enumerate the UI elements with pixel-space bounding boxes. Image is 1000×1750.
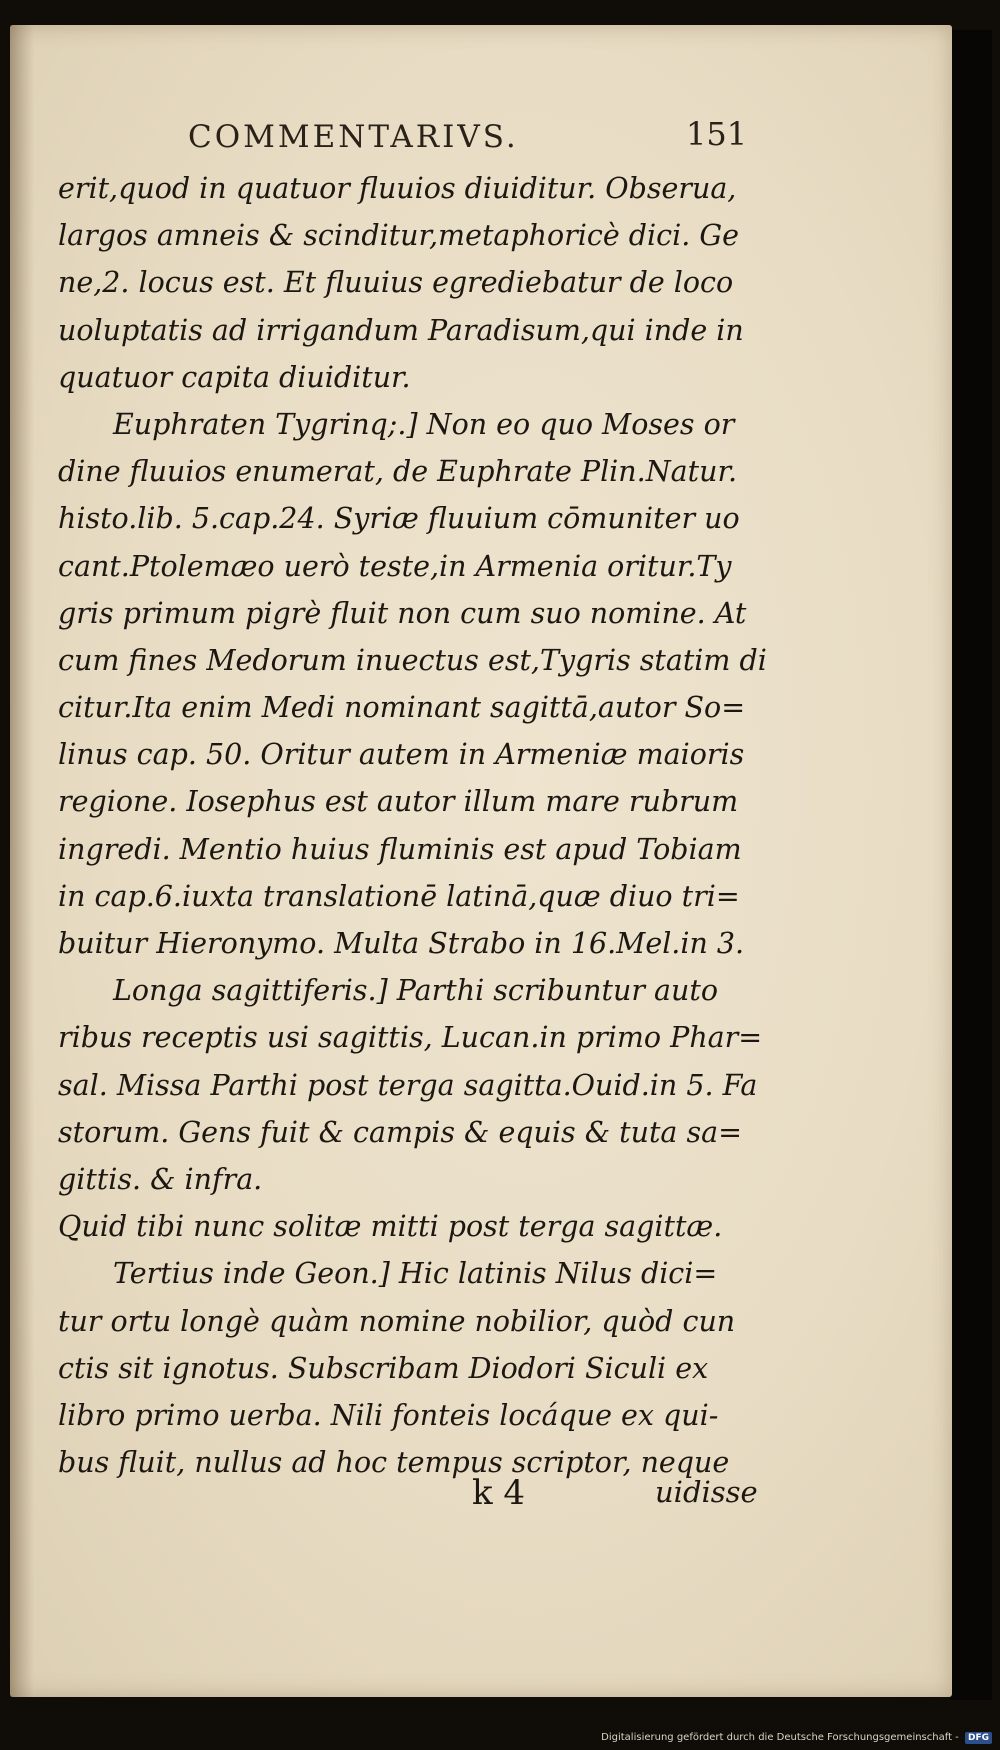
text-line: sal. Missa Parthi post terga sagitta.Ouid.in 5. Fa: [58, 1068, 758, 1102]
dfg-logo: DFG: [965, 1732, 992, 1744]
book-page: [10, 25, 952, 1697]
credit-text: Digitalisierung gefördert durch die Deutsche Forschungsgemeinschaft -: [601, 1732, 959, 1743]
text-line: dine fluuios enumerat, de Euphrate Plin.Natur.: [58, 455, 738, 489]
catchword: uidisse: [655, 1475, 758, 1509]
text-line: Tertius inde Geon.] Hic latinis Nilus dici=: [113, 1257, 718, 1291]
text-line: Longa sagittiferis.] Parthi scribuntur auto: [113, 974, 718, 1008]
text-line: citur.Ita enim Medi nominant sagittā,autor So=: [58, 691, 746, 725]
text-line: ctis sit ignotus. Subscribam Diodori Siculi ex: [58, 1351, 709, 1385]
text-line: ne,2. locus est. Et fluuius egrediebatur de loco: [58, 266, 734, 300]
book-board-edge: [950, 30, 992, 1700]
gutter-shadow: [10, 25, 34, 1697]
text-line: quatuor capita diuiditur.: [58, 360, 411, 394]
digitization-credit: [601, 1732, 992, 1744]
signature-mark: k 4: [472, 1473, 526, 1513]
text-line: erit,quod in quatuor fluuios diuiditur. Obserua,: [58, 172, 737, 205]
text-line: buitur Hieronymo. Multa Strabo in 16.Mel.in 3.: [58, 927, 745, 960]
text-line: regione. Iosephus est autor illum mare rubrum: [58, 785, 739, 819]
text-line: cant.Ptolemæo uerò teste,in Armenia oritur.Ty: [58, 549, 732, 583]
text-line: ingredi. Mentio huius fluminis est apud Tobiam: [58, 832, 742, 866]
text-line: gittis. & infra.: [58, 1162, 263, 1196]
text-line: largos amneis & scinditur,metaphoricè dici. Ge: [58, 219, 739, 253]
text-line: storum. Gens fuit & campis & equis & tuta sa=: [58, 1115, 742, 1149]
text-line: uoluptatis ad irrigandum Paradisum,qui inde in: [58, 313, 744, 347]
running-head: COMMENTARIVS.: [188, 119, 519, 155]
text-line: Quid tibi nunc solitæ mitti post terga sagittæ.: [58, 1210, 723, 1244]
text-line: libro primo uerba. Nili fonteis locáque ex qui-: [58, 1398, 719, 1432]
text-line: gris primum pigrè fluit non cum suo nomine. At: [58, 596, 747, 630]
text-line: bus fluit, nullus ad hoc tempus scriptor, neque: [58, 1446, 730, 1480]
text-line: histo.lib. 5.cap.24. Syriæ fluuium cōmuniter uo: [58, 502, 740, 536]
page-footer: [10, 1473, 952, 1525]
text-line: ribus receptis usi sagittis, Lucan.in primo Phar=: [58, 1021, 763, 1055]
text-block: [58, 165, 770, 1486]
text-line: cum fines Medorum inuectus est,Tygris statim di: [58, 643, 767, 677]
text-line: Euphraten Tygrinq;.] Non eo quo Moses or: [113, 407, 735, 441]
text-line: in cap.6.iuxta translationē latinā,quæ diuo tri=: [58, 879, 740, 913]
text-line: tur ortu longè quàm nomine nobilior, quòd cun: [58, 1304, 736, 1338]
text-line: linus cap. 50. Oritur autem in Armeniæ maioris: [58, 738, 745, 772]
folio-number: 151: [686, 115, 748, 153]
